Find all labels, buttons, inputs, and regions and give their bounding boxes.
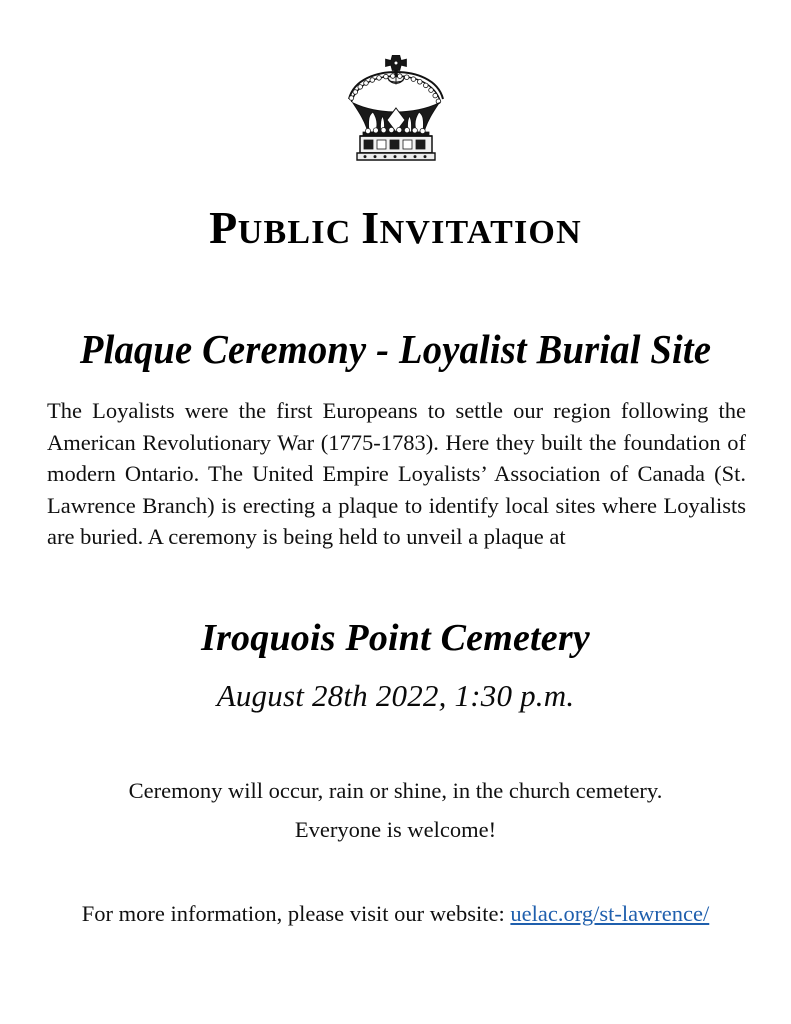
footer-lead-text: For more information, please visit our website: bbox=[81, 901, 511, 926]
note-rain-or-shine: Ceremony will occur, rain or shine, in the church cemetery. bbox=[128, 778, 663, 803]
event-datetime: August 28th 2022, 1:30 p.m. bbox=[216, 678, 575, 713]
footer-line bbox=[0, 899, 791, 928]
body-paragraph: The Loyalists were the first Europeans to settle our region following the American Revolutionary War (1775-1783). Here they built the foundation of modern Ontario. The United Empire Loyalists’ Association of Canada (St. Lawrence Branch) is erecting a plaque to identify local sites where Loyalists are buried. A ceremony is being held to unveil a plaque at bbox=[47, 398, 746, 549]
title-initial-i: I bbox=[361, 201, 380, 253]
title-initial-p: P bbox=[209, 201, 238, 253]
website-link[interactable]: uelac.org/st-lawrence/ bbox=[510, 901, 710, 926]
royal-crown-icon bbox=[337, 52, 455, 164]
title-space bbox=[351, 214, 361, 251]
page-title bbox=[0, 201, 791, 253]
subtitle: Plaque Ceremony - Loyalist Burial Site bbox=[79, 326, 712, 373]
title-word-invitation: NVITATION bbox=[379, 213, 582, 251]
crown-emblem bbox=[0, 52, 791, 164]
title-word-public: UBLIC bbox=[237, 213, 352, 251]
body-text bbox=[47, 395, 746, 553]
note-everyone-welcome: Everyone is welcome! bbox=[294, 817, 497, 842]
event-venue: Iroquois Point Cemetery bbox=[201, 617, 590, 659]
